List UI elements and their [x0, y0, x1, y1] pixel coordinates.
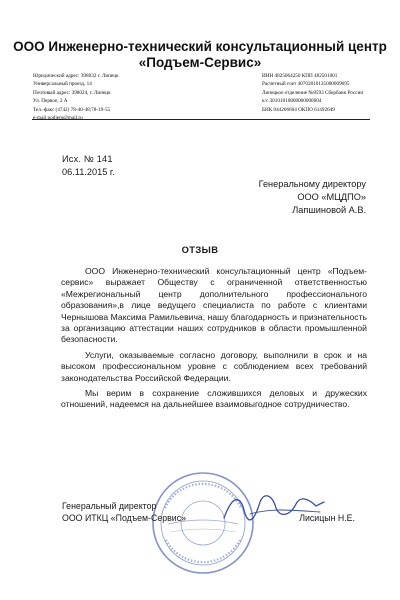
signature-block — [62, 500, 372, 524]
letterhead-title-line2: «Подъем-Сервис» — [138, 55, 262, 70]
requisite-line: Почтовый адрес: 398024, г. Липецк — [33, 89, 111, 96]
requisite-line: к/с 30101810800000000604 — [262, 98, 322, 105]
requisite-line: e-mail podjem@mail.ru — [33, 115, 83, 122]
reference-date: 06.11.2015 г. — [62, 166, 115, 177]
letterhead-title-line1: ООО Инженерно-технический консультационный центр — [13, 39, 387, 54]
requisite-line: Юридический адрес: 398032 г. Липецк — [33, 73, 119, 79]
requisite-line: Тел.-факс (4742) 78-40-48;78-19-55 — [33, 106, 111, 113]
addressee-line: ООО «МЦДПО» — [297, 191, 366, 202]
signatory-organization: ООО ИТКЦ «Подъем-Сервис» — [62, 513, 186, 523]
requisite-line: БИК 044206604 ОКПО 61492649 — [262, 106, 335, 113]
requisite-line: Расчетный счет 40702810135000009695 — [262, 81, 350, 88]
reference-number: Исх. № 141 — [62, 154, 113, 164]
letterhead-requisites-left — [33, 72, 203, 122]
signatory-role: Генеральный директор — [62, 501, 157, 511]
addressee-block — [216, 178, 366, 216]
signatory-name: Лисицын Н.Е. — [299, 513, 355, 523]
requisite-line: Ул. Первое, 2 А — [33, 98, 68, 105]
addressee-line: Генеральному директору — [258, 179, 366, 189]
body-paragraph: Мы верим в сохранение сложившихся деловых и дружеских отношений, надеемся на дальнейшее взаимовыгодное сотрудничество. — [61, 388, 367, 410]
requisite-line: Липецкое отделение №8593 Сбербанк России — [262, 89, 364, 96]
letterhead-divider — [32, 119, 370, 120]
outgoing-reference — [62, 153, 115, 178]
letterhead-requisites-right — [262, 72, 372, 114]
letter-body — [61, 266, 367, 415]
requisite-line: ИНН 4825064250 КПП 482501001 — [262, 73, 338, 79]
body-paragraph: Услуги, оказываемые согласно договору, выполнили в срок и на высоком профессиональном уровне с соблюдением всех требований законодательства Российской Федерации. — [61, 349, 367, 383]
requisite-line: Универсальный проезд, 14 — [33, 81, 92, 88]
body-paragraph: ООО Инженерно-технический консультационный центр «Подъем-сервис» выражает Обществу с ограниченной ответственностью «Межрегиональный центр дополнительного профессионального образования»,в лице ведущего специалиста по работе с клиентами Чернышова Максима Рамильевича, нашу благодарность и признательность за организацию аттестации наших сотрудников в области промышленной безопасности. — [61, 266, 367, 345]
addressee-line: Лапшиновой А.В. — [292, 204, 366, 215]
document-heading: ОТЗЫВ — [181, 244, 219, 255]
letterhead-title — [0, 39, 400, 71]
